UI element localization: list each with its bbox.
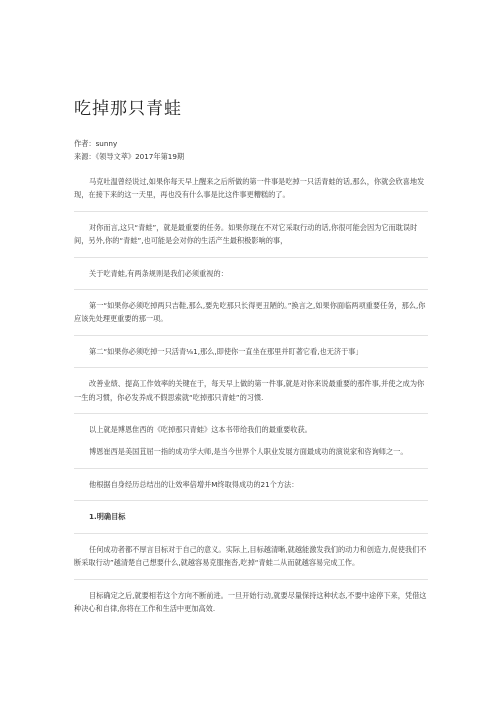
paragraph-3: 关于吃青蛙,有两条规则是我们必须重视的：: [89, 268, 228, 278]
source-line: 来源：《领导文萃》2017年第19期: [74, 152, 185, 161]
divider: [74, 211, 428, 212]
divider: [74, 533, 428, 534]
article-title: 吃掉那只青蛙: [74, 99, 182, 119]
divider: [74, 257, 428, 258]
divider: [74, 367, 428, 368]
divider: [74, 579, 428, 580]
paragraph-6: 改善业绩、提高工作效率的关键在于，每天早上做的第一件事,就是对你来说最重要的那件事,并使之成为你一生的习惯，你必发养成不假思索就“吃掉那只青蛙”的习惯.: [74, 379, 425, 402]
paragraph-8: 博恩崔西是美国苴屈一指的成功学大师,是当今世界个人职业发展方面最成功的演说家和咨询师之一。: [89, 447, 408, 457]
paragraph-4: 第一“如果你必须吃掉两只吉鞋,那么,要先吃那只长得更丑陋的。”换言之,如果你面临两项重要任务，那么,你应该先处理更重要的那一项。: [74, 301, 426, 324]
paragraph-10: 任何成功者都不厚言目标对于自己的意义。实际上,目标越清晰,就越能激发我们的动力和创造力,促使我们不断采取行动”越清楚自己想要什么,就越容易克服拖沓,吃掉“青蛙二从而就越容易完成工作。: [74, 544, 427, 568]
paragraph-1: 马克吐温曾经说过,如果你每天早上醒来之后所做的第一件事是吃掉一只活青蛙的话,那么，你就会欣喜地发现，在接下来的这一天里，再也没有什么事是比这件事更糟糕的了。: [74, 177, 425, 200]
divider: [74, 413, 428, 414]
paragraph-2: 对你而言,这只“青蛙”，就是最重要的任务。如果你现在不对它采取行动的话,你很可能会因为它而耽误时间，另外,你的“青蛙”,也可能是会对你的生活产生最积极影响的事，: [74, 222, 418, 246]
paragraph-7: 以上就是博恩隹西的《吃掉那只青蛙》这本书带给我们的最重要收获。: [89, 425, 312, 435]
paragraph-9: 他根据自身经历总结出的让效率倍增并M终取得成功的21个方法：: [89, 479, 299, 489]
divider: [74, 289, 428, 290]
paragraph-11: 目标确定之后,就要相若这个方向不断前进。一旦开始行动,就要尽量保持这种状态,不要中途停下来，凭借这种决心和自律,你将在工作和生活中更加高效.: [74, 590, 427, 613]
divider: [74, 500, 428, 501]
divider: [74, 468, 428, 469]
paragraph-5: 第二“如果你必须吃掉一只活青⅛1,那么,即使你一直坐在那里并盯著它看,也无济于事」: [89, 346, 363, 356]
divider: [74, 335, 428, 336]
section-heading: 1.明确目标: [89, 512, 126, 522]
article-body: [74, 175, 428, 615]
author-line: 作者：sunny: [74, 139, 118, 148]
